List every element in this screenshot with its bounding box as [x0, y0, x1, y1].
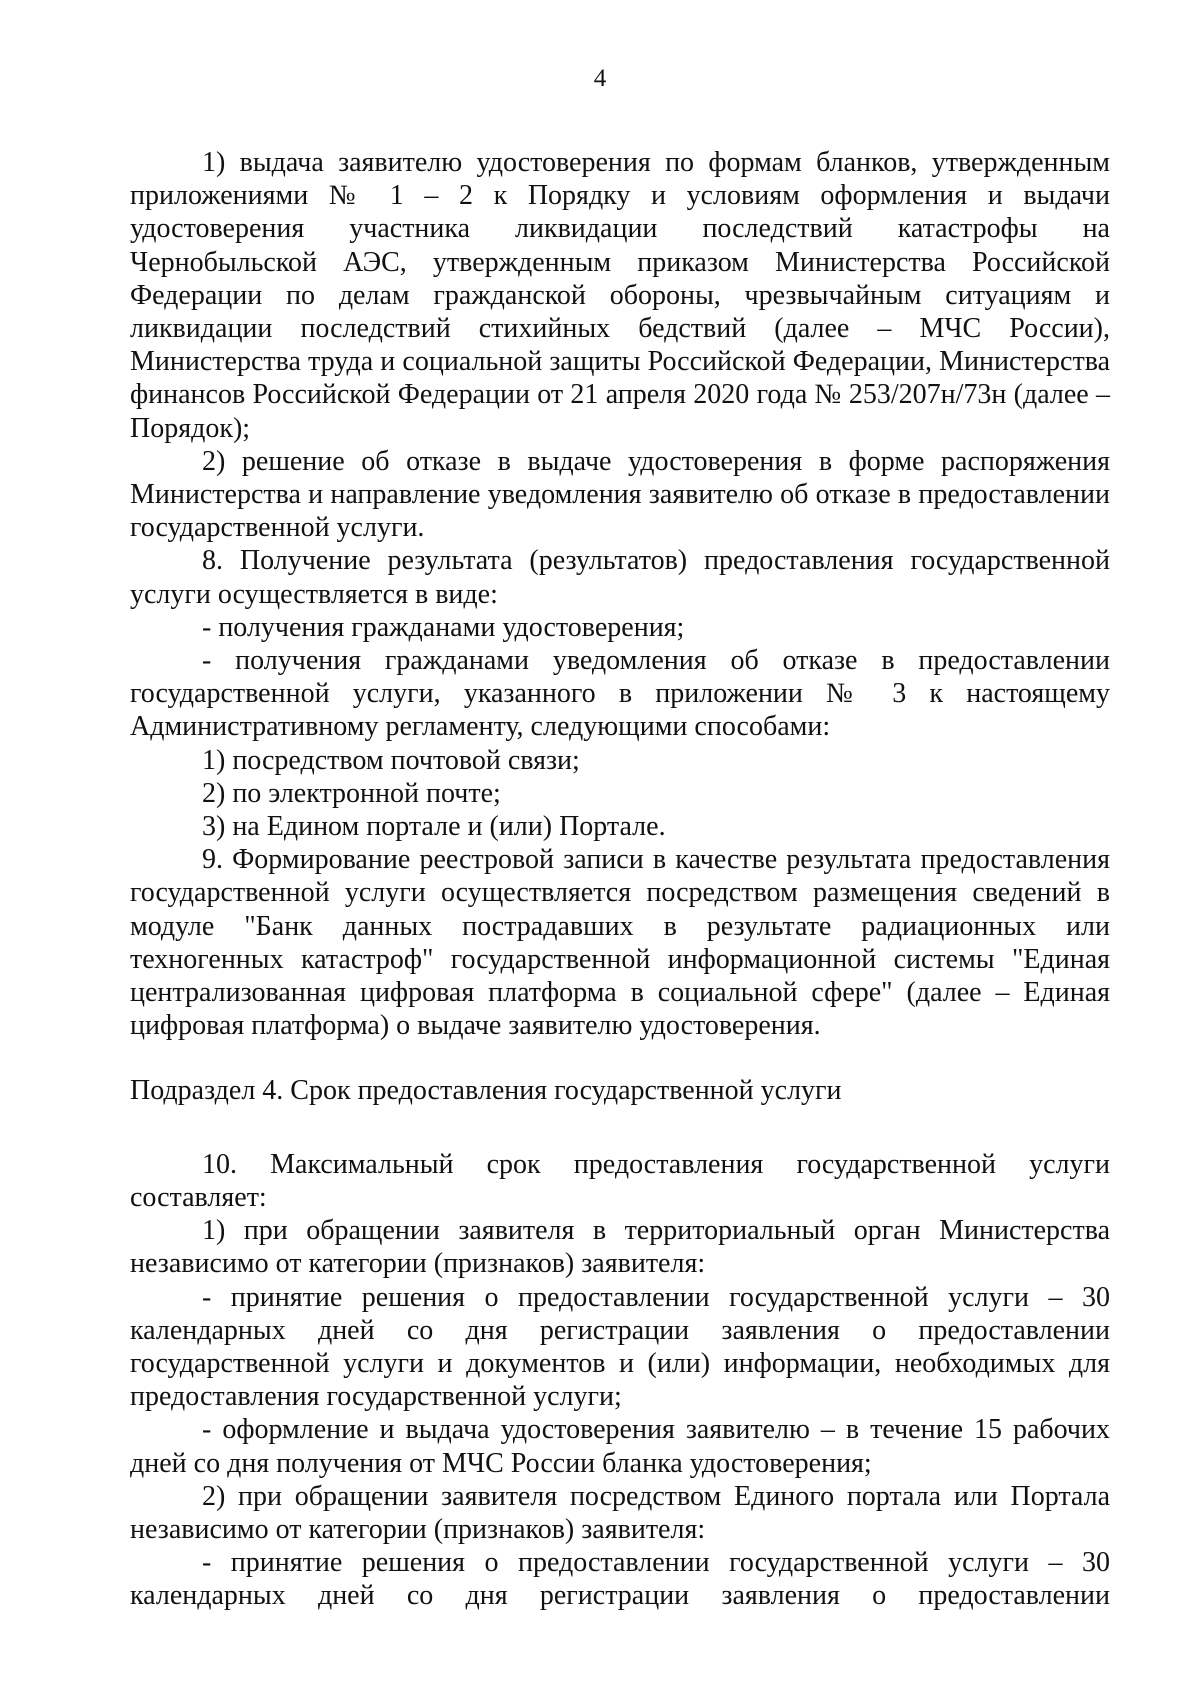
paragraph-bullet-receive-certificate: - получения гражданами удостоверения;	[202, 611, 685, 643]
section-heading: Подраздел 4. Срок предоставления государственной услуги	[130, 1075, 842, 1107]
document-body	[130, 146, 1110, 1613]
paragraph-item-2-portal: 2) при обращении заявителя посредством Единого портала или Портала независимо от категории (признаков) заявителя:	[130, 1480, 1110, 1545]
paragraph-method-portal: 3) на Едином портале и (или) Портале.	[202, 811, 666, 843]
page-number: 4	[593, 65, 607, 92]
paragraph-bullet-decision-30-days: - принятие решения о предоставлении государственной услуги – 30 календарных дней со дня регистрации заявления о предоставлении государственной услуги и документов и (или) информации, необходимых для предоставления государственной услуги;	[130, 1281, 1110, 1413]
paragraph-bullet-issue-15-days: - оформление и выдача удостоверения заявителю – в течение 15 рабочих дней со дня получения от МЧС России бланка удостоверения;	[130, 1414, 1110, 1479]
paragraph-item-2-refusal-decision: 2) решение об отказе в выдаче удостоверения в форме распоряжения Министерства и направление уведомления заявителю об отказе в предоставлении государственной услуги.	[130, 445, 1110, 544]
paragraph-9-registry-record: 9. Формирование реестровой записи в качестве результата предоставления государственной услуги осуществляется посредством размещения сведений в модуле "Банк данных пострадавших в результате радиационных или техногенных катастроф" государственной информационной системы "Единая централизованная цифровая платформа в социальной сфере" (далее – Единая цифровая платформа) о выдаче заявителю удостоверения.	[130, 844, 1110, 1042]
paragraph-bullet-receive-refusal-notice: - получения гражданами уведомления об отказе в предоставлении государственной услуги, указанного в приложении № 3 к настоящему Административному регламенту, следующими способами:	[130, 645, 1110, 743]
paragraph-method-postal: 1) посредством почтовой связи;	[202, 744, 580, 776]
paragraph-method-email: 2) по электронной почте;	[202, 777, 501, 809]
paragraph-8-result-receipt: 8. Получение результата (результатов) предоставления государственной услуги осуществляется в виде:	[130, 545, 1110, 610]
paragraph-10-max-term: 10. Максимальный срок предоставления государственной услуги составляет:	[130, 1148, 1110, 1213]
paragraph-bullet-decision-30-days-portal: - принятие решения о предоставлении государственной услуги – 30 календарных дней со дня регистрации заявления о предоставлении	[130, 1547, 1110, 1612]
paragraph-item-1-territorial-body: 1) при обращении заявителя в территориальный орган Министерства независимо от категории (признаков) заявителя:	[130, 1215, 1110, 1280]
paragraph-item-1-issue-certificate: 1) выдача заявителю удостоверения по формам бланков, утвержденным приложениями № 1 – 2 к Порядку и условиям оформления и выдачи удостоверения участника ликвидации последствий катастрофы на Чернобыльской АЭС, утвержденным приказом Министерства Российской Федерации по делам гражданской обороны, чрезвычайным ситуациям и ликвидации последствий стихийных бедствий (далее – МЧС России), Министерства труда и социальной защиты Российской Федерации, Министерства финансов Российской Федерации от 21 апреля 2020 года № 253/207н/73н (далее – Порядок);	[130, 147, 1110, 444]
